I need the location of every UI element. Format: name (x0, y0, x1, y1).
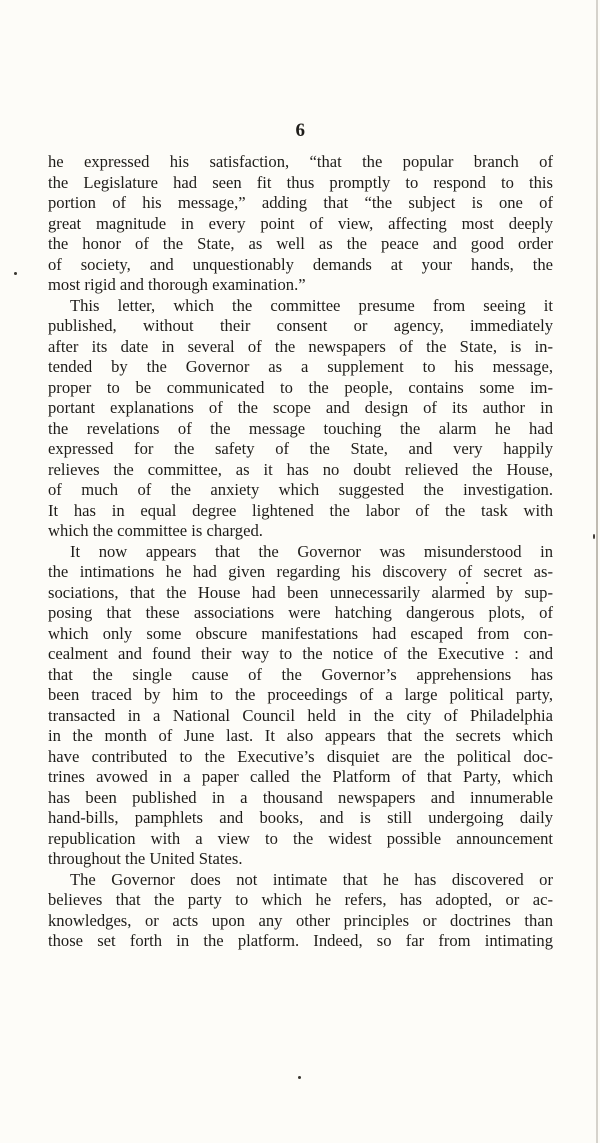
text-line: It now appears that the Governor was misunderstood in (70, 541, 553, 561)
ink-speck (298, 1076, 301, 1079)
text-line: republication with a view to the widest possible announcement (48, 828, 553, 848)
text-line: of much of the anxiety which suggested the investigation. (48, 480, 553, 499)
paragraph (48, 542, 553, 870)
text-line: knowledges, or acts upon any other principles or doctrines than (48, 910, 553, 930)
text-line: believes that the party to which he refers, has adopted, or ac- (48, 890, 553, 909)
ink-speck (593, 534, 595, 539)
text-line: been traced by him to the proceedings of a large political party, (48, 685, 553, 704)
page-number: 6 (295, 120, 306, 141)
text-line: the honor of the State, as well as the peace and good order (48, 234, 553, 253)
text-line: expressed for the safety of the State, and very happily (48, 439, 553, 458)
text-line: relieves the committee, as it has no doubt relieved the House, (48, 459, 553, 479)
paragraph (48, 870, 553, 952)
text-line: the Legislature had seen fit thus promptly to respond to this (48, 172, 553, 192)
text-line: most rigid and thorough examination.” (48, 275, 306, 294)
text-line: have contributed to the Executive’s disquiet are the political doc- (48, 746, 553, 766)
text-line: of society, and unquestionably demands at your hands, the (48, 254, 553, 274)
text-line: which the committee is charged. (48, 521, 263, 540)
text-line: portant explanations of the scope and design of its author in (48, 398, 553, 417)
text-line: The Governor does not intimate that he has discovered or (70, 869, 553, 889)
text-line: hand-bills, pamphlets and books, and is still undergoing daily (48, 808, 553, 827)
text-line: cealment and found their way to the notice of the Executive : and (48, 644, 553, 663)
text-line: which only some obscure manifestations had escaped from con- (48, 623, 553, 643)
text-line: tended by the Governor as a supplement to his message, (48, 357, 553, 376)
body-text (48, 152, 553, 952)
text-line: sociations, that the House had been unnecessarily alarmed by sup- (48, 582, 553, 602)
paragraph (48, 152, 553, 296)
text-line: the revelations of the message touching the alarm he had (48, 418, 553, 438)
page-edge-shadow (596, 0, 598, 1143)
text-line: It has in equal degree lightened the labor of the task with (48, 500, 553, 520)
ink-speck (14, 272, 17, 275)
text-line: in the month of June last. It also appears that the secrets which (48, 726, 553, 745)
text-line: throughout the United States. (48, 849, 243, 868)
text-line: the intimations he had given regarding his discovery of secret as- (48, 562, 553, 581)
text-line: proper to be communicated to the people, contains some im- (48, 377, 553, 397)
text-line: trines avowed in a paper called the Platform of that Party, which (48, 767, 553, 786)
text-line: that the single cause of the Governor’s apprehensions has (48, 664, 553, 684)
text-line: those set forth in the platform. Indeed, so far from intimating (48, 931, 553, 950)
text-line: transacted in a National Council held in the city of Philadelphia (48, 705, 553, 725)
text-line: he expressed his satisfaction, “that the popular branch of (48, 152, 553, 171)
paragraph (48, 296, 553, 542)
text-line: after its date in several of the newspapers of the State, is in- (48, 336, 553, 356)
text-line: This letter, which the committee presume from seeing it (70, 295, 553, 315)
document-page (48, 120, 553, 952)
text-line: has been published in a thousand newspapers and innumerable (48, 787, 553, 807)
text-line: published, without their consent or agency, immediately (48, 316, 553, 335)
text-line: posing that these associations were hatching dangerous plots, of (48, 603, 553, 622)
text-line: great magnitude in every point of view, affecting most deeply (48, 213, 553, 233)
text-line: portion of his message,” adding that “the subject is one of (48, 193, 553, 212)
